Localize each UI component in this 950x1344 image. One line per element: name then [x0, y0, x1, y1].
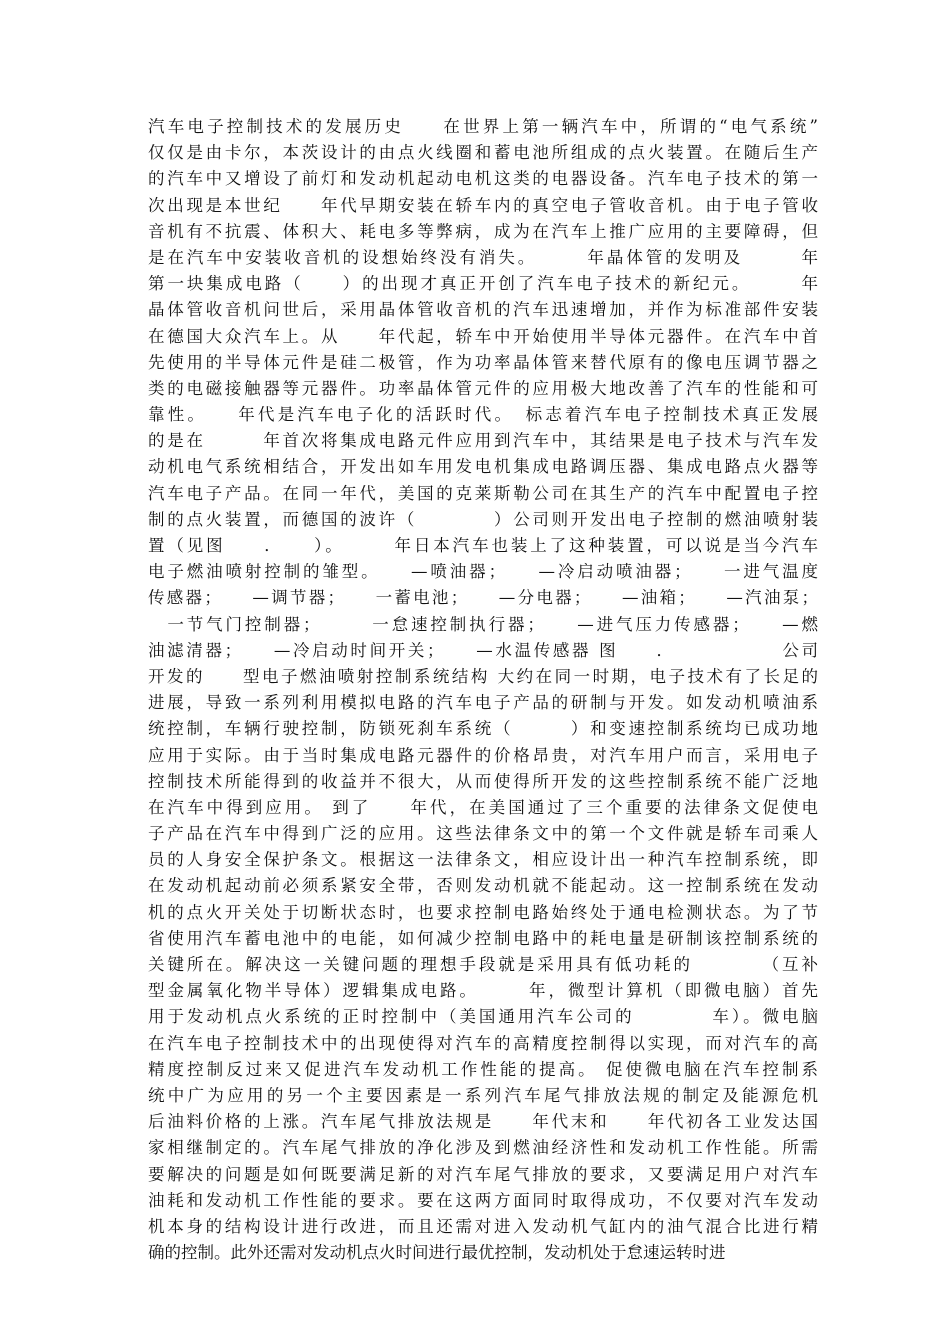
- text-line: 型金属氧化物半导体）逻辑集成电路。 年，微型计算机（即微电脑）首先: [148, 981, 818, 1001]
- text-line: 汽车电子控制技术的发展历史 在世界上第一辆汽车中，所谓的“电气系统”: [148, 117, 818, 136]
- text-line: 应用于实际。由于当时集成电路元器件的价格昂贵，对汽车用户而言，采用电子: [148, 745, 818, 765]
- body-text: [148, 114, 818, 1266]
- text-line: 的是在 年首次将集成电路元件应用到汽车中，其结果是电子技术与汽车发: [148, 431, 818, 451]
- text-line: 是在汽车中安装收音机的设想始终没有消失。 年晶体管的发明及 年: [148, 247, 818, 267]
- text-line: 音机有不抗震、体积大、耗电多等弊病，成为在汽车上推广应用的主要障碍，但: [148, 221, 818, 241]
- text-line: 机本身的结构设计进行改进，而且还需对进入发动机气缸内的油气混合比进行精: [148, 1216, 818, 1236]
- text-line: 油滤清器； —冷启动时间开关； —水温传感器 图 ． 公司: [148, 640, 818, 660]
- text-line: 制的点火装置，而德国的波许（ ）公司则开发出电子控制的燃油喷射装: [148, 509, 818, 529]
- text-line: 仅仅是由卡尔，本茨设计的由点火线圈和蓄电池所组成的点火装置。在随后生产: [148, 143, 818, 163]
- text-line: 后油料价格的上涨。汽车尾气排放法规是 年代末和 年代初各工业发达国: [148, 1112, 818, 1132]
- text-line: 传感器； —调节器； 一蓄电池； —分电器； —油箱； —汽油泵；: [148, 588, 818, 608]
- text-line: 在发动机起动前必须系紧安全带，否则发动机就不能起动。这一控制系统在发动: [148, 876, 818, 896]
- text-line: 在汽车中得到应用。 到了 年代，在美国通过了三个重要的法律条文促使电: [148, 797, 818, 817]
- text-line: 家相继制定的。汽车尾气排放的净化涉及到燃油经济性和发动机工作性能。所需: [148, 1138, 818, 1158]
- text-line: 确的控制。此外还需对发动机点火时间进行最优控制，发动机处于怠速运转时进: [148, 1243, 726, 1263]
- text-line: 员的人身安全保护条文。根据这一法律条文，相应设计出一种汽车控制系统，即: [148, 850, 818, 870]
- text-line: 一节气门控制器； 一怠速控制执行器； —进气压力传感器； —燃: [148, 614, 818, 634]
- text-line: 关键所在。解决这一关键问题的理想手段就是采用具有低功耗的 （互补: [148, 955, 818, 974]
- text-line: 在德国大众汽车上。从 年代起，轿车中开始使用半导体元器件。在汽车中首: [148, 326, 818, 346]
- text-line: 类的电磁接触器等元器件。功率晶体管元件的应用极大地改善了汽车的性能和可: [148, 378, 818, 398]
- text-line: 控制技术所能得到的收益并不很大，从而使得所开发的这些控制系统不能广泛地: [148, 771, 818, 791]
- text-line: 置（见图 ． ）。 年日本汽车也装上了这种装置，可以说是当今汽车: [148, 536, 818, 555]
- text-line: 动机电气系统相结合，开发出如车用发电机集成电路调压器、集成电路点火器等: [148, 457, 818, 477]
- text-line: 用于发动机点火系统的正时控制中（美国通用汽车公司的 车）。微电脑: [148, 1007, 818, 1027]
- text-line: 的汽车中又增设了前灯和发动机起动电机这类的电器设备。汽车电子技术的第一: [148, 169, 818, 189]
- text-line: 晶体管收音机问世后，采用晶体管收音机的汽车迅速增加，并作为标准部件安装: [148, 300, 818, 320]
- text-line: 精度控制反过来又促进汽车发动机工作性能的提高。 促使微电脑在汽车控制系: [148, 1059, 818, 1079]
- text-line: 汽车电子产品。在同一年代，美国的克莱斯勒公司在其生产的汽车中配置电子控: [148, 483, 818, 503]
- text-line: 第一块集成电路（ ）的出现才真正开创了汽车电子技术的新纪元。 年: [148, 274, 818, 294]
- text-line: 先使用的半导体元件是硅二极管，作为功率晶体管来替代原有的像电压调节器之: [148, 352, 818, 372]
- text-line: 子产品在汽车中得到广泛的应用。这些法律条文中的第一个文件就是轿车司乘人: [148, 824, 818, 844]
- text-line: 开发的 型电子燃油喷射控制系统结构 大约在同一时期，电子技术有了长足的: [148, 666, 818, 686]
- text-line: 靠性。 年代是汽车电子化的活跃时代。 标志着汽车电子控制技术真正发展: [148, 405, 818, 425]
- text-line: 进展，导致一系列利用模拟电路的汽车电子产品的研制与开发。如发动机喷油系: [148, 693, 818, 713]
- text-line: 油耗和发动机工作性能的要求。要在这两方面同时取得成功，不仅要对汽车发动: [148, 1190, 818, 1210]
- text-line: 省使用汽车蓄电池中的电能，如何减少控制电路中的耗电量是研制该控制系统的: [148, 928, 818, 948]
- text-line: 电子燃油喷射控制的雏型。 —喷油器； —冷启动喷油器； 一进气温度: [148, 562, 818, 582]
- text-line: 统控制，车辆行驶控制，防锁死刹车系统（ ）和变速控制系统均已成功地: [148, 719, 818, 739]
- text-line: 次出现是本世纪 年代早期安装在轿车内的真空电子管收音机。由于电子管收: [148, 195, 818, 215]
- text-line: 机的点火开关处于切断状态时，也要求控制电路始终处于通电检测状态。为了节: [148, 902, 818, 922]
- text-line: 统中广为应用的另一个主要因素是一系列汽车尾气排放法规的制定及能源危机: [148, 1085, 818, 1105]
- text-line: 在汽车电子控制技术中的出现使得对汽车的高精度控制得以实现，而对汽车的高: [148, 1033, 818, 1053]
- text-line: 要解决的问题是如何既要满足新的对汽车尾气排放的要求，又要满足用户对汽车: [148, 1164, 818, 1184]
